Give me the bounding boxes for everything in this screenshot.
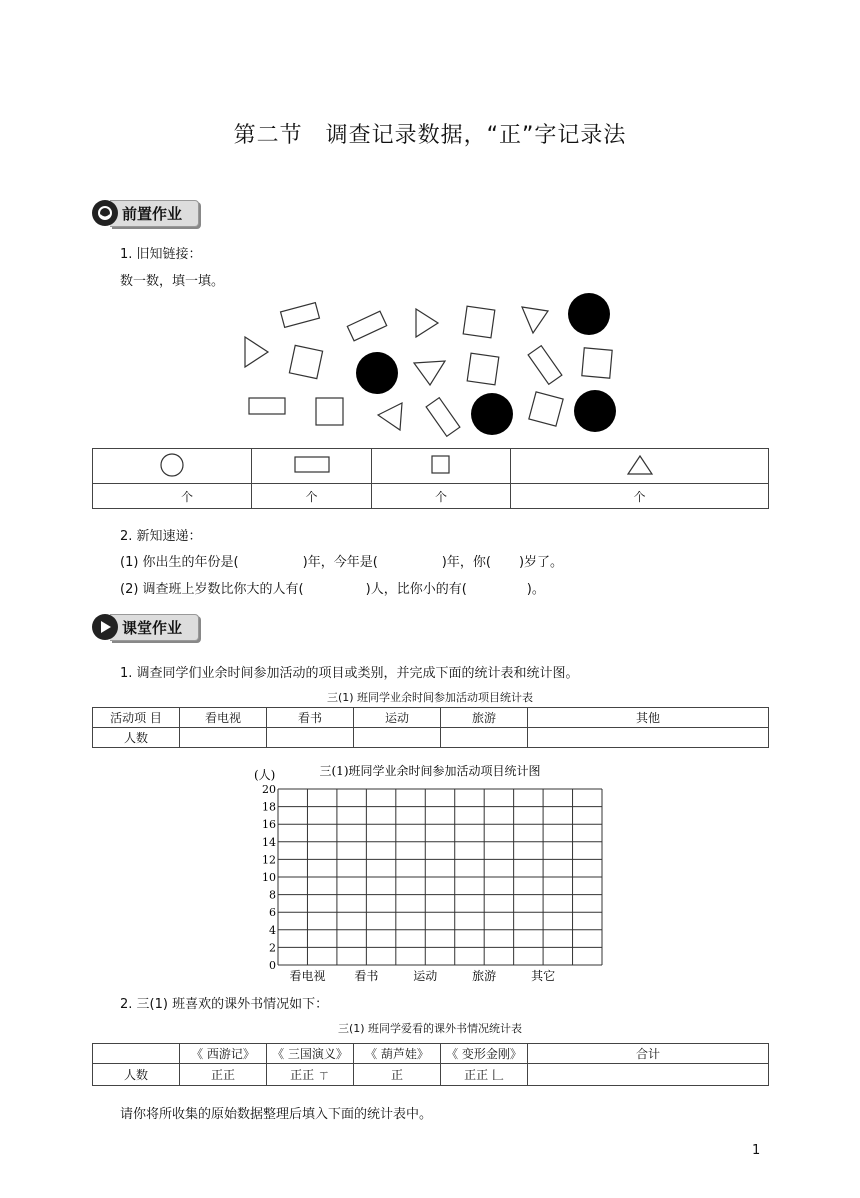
table-header-cell: 活动项 目: [93, 708, 180, 728]
triangle-shape: [378, 403, 402, 430]
table-header-cell: 其他: [528, 708, 769, 728]
shape-count-table: [92, 448, 769, 509]
y-tick-label: 16: [262, 818, 276, 832]
square-shape: [467, 353, 499, 385]
square-shape: [529, 392, 563, 426]
square-shape: [316, 398, 343, 425]
chart-title: 三(1)班同学业余时间参加活动项目统计图: [319, 764, 541, 778]
tally-cell: 正正 𠃊: [441, 1064, 528, 1086]
y-tick-label: 14: [262, 835, 276, 849]
table-caption: 三(1) 班同学爱看的课外书情况统计表: [337, 1022, 523, 1035]
table-cell[interactable]: [267, 728, 354, 748]
x-tick-label: 看电视: [289, 969, 326, 983]
table-header-cell: 运动: [354, 708, 441, 728]
table-cell[interactable]: [180, 728, 267, 748]
item-heading: 1. 调查同学们业余时间参加活动的项目或类别，并完成下面的统计表和统计图。: [120, 666, 579, 681]
item-instruction: 数一数，填一填。: [120, 274, 225, 289]
table-header-cell: 看书: [267, 708, 354, 728]
section-label: 课堂作业: [110, 614, 199, 641]
row-label: 人数: [93, 1064, 180, 1086]
circle-shape: [471, 393, 513, 435]
circle-icon: [159, 452, 185, 478]
y-axis-label: (人): [254, 768, 276, 782]
square-icon: [430, 454, 452, 476]
table-header-cell: 合计: [528, 1044, 769, 1064]
count-cell[interactable]: 个: [252, 484, 372, 509]
y-tick-label: 2: [269, 941, 276, 955]
table-header-cell: 《 葫芦娃》: [354, 1044, 441, 1064]
triangle-shape: [522, 307, 548, 333]
rectangle-shape: [281, 303, 320, 328]
triangle-icon: [625, 453, 655, 477]
rectangle-shape: [249, 398, 285, 414]
x-tick-label: 运动: [413, 969, 438, 983]
table-cell[interactable]: [528, 728, 769, 748]
table-header-cell: 《 西游记》: [180, 1044, 267, 1064]
y-tick-label: 6: [269, 906, 276, 920]
section-badge-preview: [92, 202, 199, 224]
section-label: 前置作业: [110, 200, 199, 227]
square-header: [372, 449, 511, 484]
bar-chart: [240, 760, 620, 986]
footer-instruction: 请你将所收集的原始数据整理后填入下面的统计表中。: [120, 1107, 433, 1122]
table-caption: 三(1) 班同学业余时间参加活动项目统计表: [326, 691, 534, 704]
count-cell[interactable]: 个: [511, 484, 769, 509]
square-shape: [289, 345, 322, 378]
tally-cell: 正正: [180, 1064, 267, 1086]
triangle-shape: [416, 309, 438, 337]
circle-shape: [356, 352, 398, 394]
y-tick-label: 18: [262, 800, 276, 814]
tally-cell: 正: [354, 1064, 441, 1086]
triangle-shape: [245, 337, 268, 367]
tally-cell[interactable]: [528, 1064, 769, 1086]
y-tick-label: 8: [269, 888, 276, 902]
question-2: (2) 调查班上岁数比你大的人有( )人，比你小的有( )。: [120, 582, 545, 597]
rectangle-header: [252, 449, 372, 484]
x-tick-label: 看书: [354, 969, 379, 983]
section-icon: [92, 200, 118, 226]
page-title: 第二节 调查记录数据，“正”字记录法: [233, 123, 627, 148]
table-cell[interactable]: [354, 728, 441, 748]
x-tick-label: 旅游: [472, 969, 497, 983]
page-number: 1: [752, 1143, 761, 1158]
rectangle-shape: [347, 311, 386, 341]
y-tick-label: 20: [262, 783, 276, 796]
count-cell[interactable]: 个: [93, 484, 252, 509]
play-icon: [92, 614, 118, 640]
circle-header: [93, 449, 252, 484]
section-badge-classwork: [92, 616, 199, 638]
y-tick-label: 4: [269, 923, 276, 937]
square-shape: [463, 306, 495, 338]
rectangle-shape: [528, 346, 562, 385]
rectangle-icon: [293, 455, 331, 475]
table-header-cell: 看电视: [180, 708, 267, 728]
item-heading: 2. 三(1) 班喜欢的课外书情况如下：: [120, 997, 329, 1012]
table-header-cell: 《 三国演义》: [267, 1044, 354, 1064]
tally-cell: 正正 ㄒ: [267, 1064, 354, 1086]
y-tick-label: 10: [262, 871, 276, 884]
triangle-header: [511, 449, 769, 484]
count-cell[interactable]: 个: [372, 484, 511, 509]
y-tick-label: 12: [262, 853, 276, 867]
row-label: 人数: [93, 728, 180, 748]
triangle-shape: [414, 361, 445, 385]
item-heading: 1. 旧知链接：: [120, 247, 202, 262]
question-1: (1) 你出生的年份是( )年，今年是( )年，你( )岁了。: [120, 555, 564, 570]
x-tick-label: 其它: [531, 969, 556, 983]
activity-table: [92, 707, 769, 748]
circle-shape: [574, 390, 616, 432]
circle-shape: [568, 293, 610, 335]
books-table: [92, 1043, 769, 1086]
shapes-figure: [0, 285, 860, 445]
item2-heading: 2. 新知速递：: [120, 529, 202, 544]
table-header-cell: [93, 1044, 180, 1064]
y-tick-label: 0: [269, 959, 276, 972]
table-header-cell: 旅游: [441, 708, 528, 728]
rectangle-shape: [426, 398, 460, 437]
table-cell[interactable]: [441, 728, 528, 748]
table-header-cell: 《 变形金刚》: [441, 1044, 528, 1064]
square-shape: [582, 348, 612, 378]
